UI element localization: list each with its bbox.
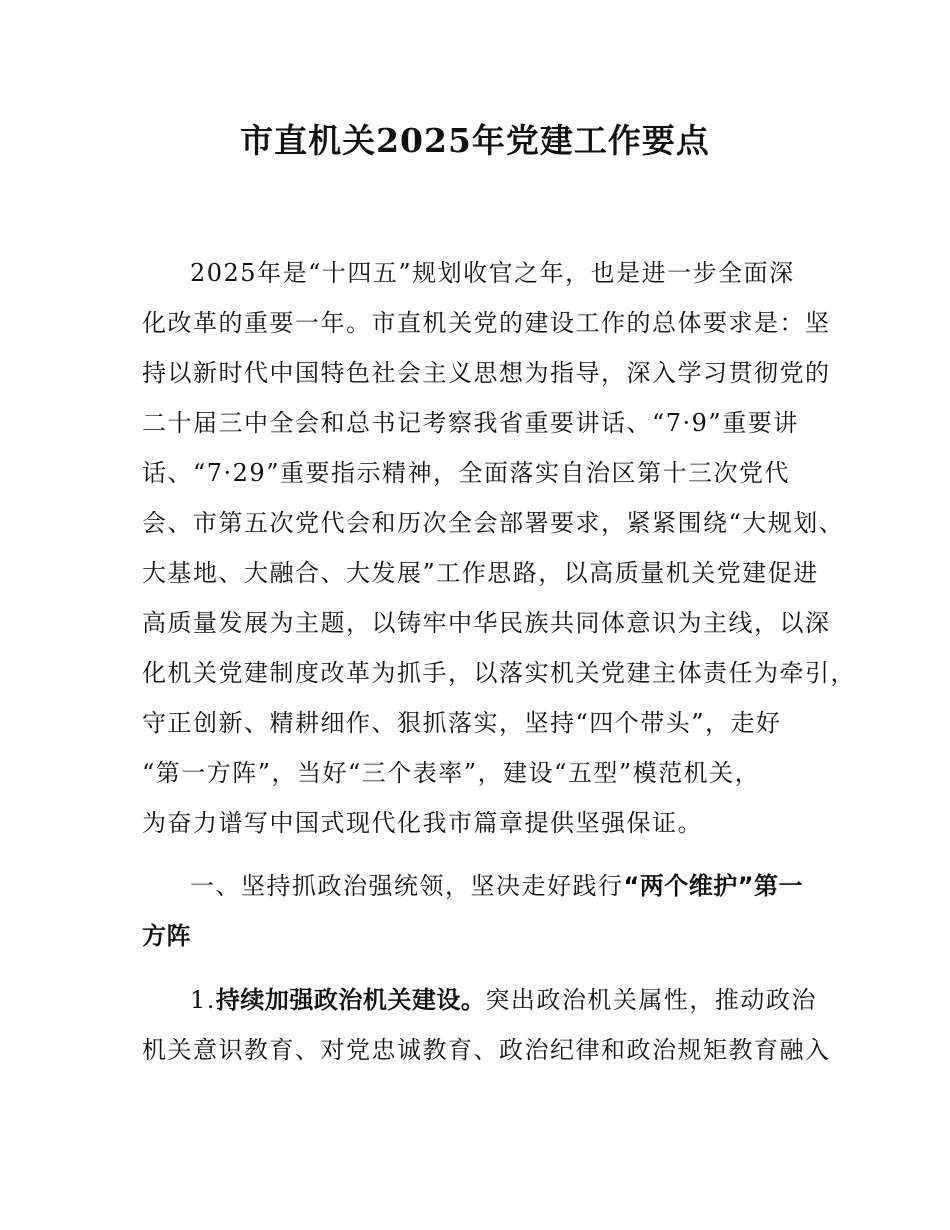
paragraph-line: 机关意识教育、对党忠诚教育、政治纪律和政治规矩教育融入 — [142, 1036, 831, 1064]
paragraph-line: 二十届三中全会和总书记考察我省重要讲话、“7·9”重要讲 — [142, 409, 799, 437]
paragraph-line: 化机关党建制度改革为抓手，以落实机关党建主体责任为牵引， — [142, 659, 856, 687]
paragraph-line: 守正创新、精耕细作、狠抓落实，坚持“四个带头”，走好 — [142, 709, 782, 737]
item-text: 突出政治机关属性，推动政治 — [485, 986, 817, 1014]
section-heading-continued: 方阵 — [142, 922, 191, 950]
paragraph-line: “第一方阵”，当好“三个表率”，建设“五型”模范机关， — [142, 759, 761, 787]
section-heading — [190, 866, 803, 906]
page-title: 市直机关2025年党建工作要点 — [240, 121, 710, 160]
paragraph-line: 持以新时代中国特色社会主义思想为指导，深入学习贯彻党的 — [142, 359, 831, 387]
paragraph-line: 2025年是“十四五”规划收官之年，也是进一步全面深 — [190, 259, 795, 287]
paragraph-line: 大基地、大融合、大发展”工作思路，以高质量机关党建促进 — [142, 559, 819, 587]
item-title: 持续加强政治机关建设。 — [215, 986, 486, 1014]
section-heading-text: 一、坚持抓政治强统领，坚决走好践行 — [190, 872, 624, 900]
section-heading-emphasis: “两个维护”第一 — [623, 872, 804, 900]
paragraph-line: 高质量发展为主题，以铸牢中华民族共同体意识为主线，以深 — [142, 609, 831, 637]
item-number: 1. — [190, 986, 216, 1014]
paragraph-line: 化改革的重要一年。市直机关党的建设工作的总体要求是：坚 — [142, 309, 831, 337]
item-paragraph — [190, 980, 817, 1020]
paragraph-line: 会、市第五次党代会和历次全会部署要求，紧紧围绕“大规划、 — [142, 509, 845, 537]
paragraph-line: 话、“7·29”重要指示精神，全面落实自治区第十三次党代 — [142, 459, 790, 487]
paragraph-line: 为奋力谱写中国式现代化我市篇章提供坚强保证。 — [142, 809, 703, 837]
